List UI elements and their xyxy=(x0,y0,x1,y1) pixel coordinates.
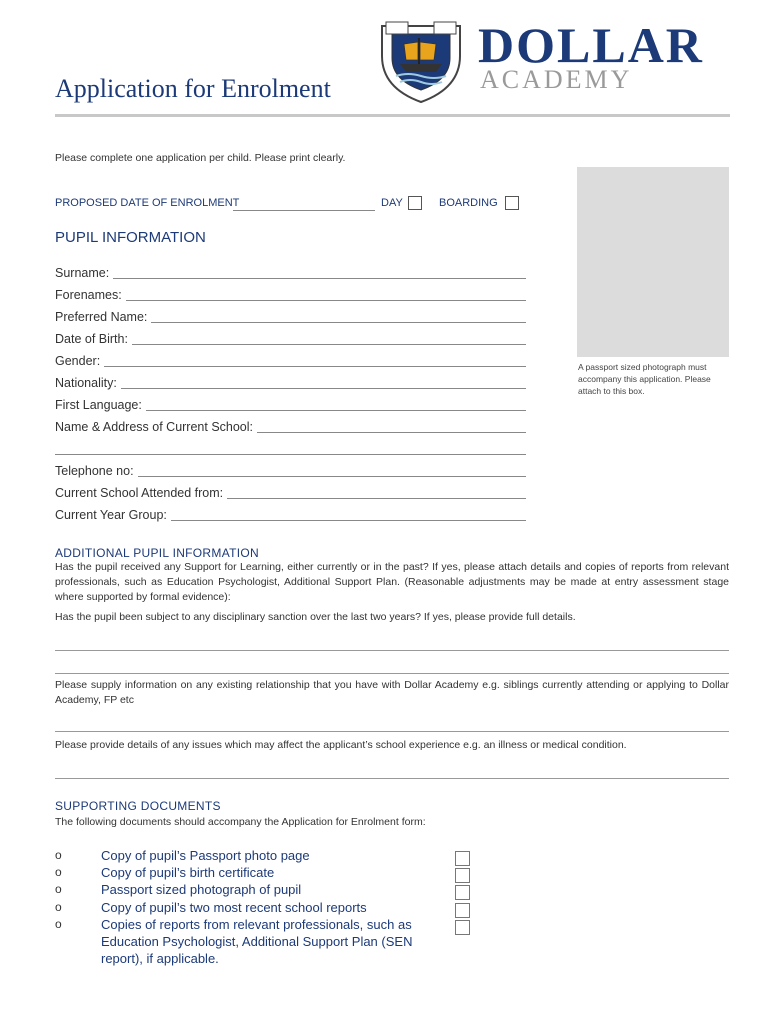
pupil-field-line[interactable] xyxy=(55,388,526,389)
disciplinary-question: Has the pupil been subject to any disciplinary sanction over the last two years? If yes, please provide full details. xyxy=(55,611,576,623)
photo-note: A passport sized photograph must accompany this application. Please attach to this box. xyxy=(578,362,711,396)
document-checkbox[interactable] xyxy=(455,920,470,935)
medical-answer-line[interactable] xyxy=(55,778,729,779)
pupil-field-label: Preferred Name: xyxy=(55,310,151,324)
pupil-field-label: Forenames: xyxy=(55,288,126,302)
document-item: Copy of pupil’s Passport photo page xyxy=(101,848,310,863)
boarding-checkbox[interactable] xyxy=(505,196,519,210)
supporting-documents-intro: The following documents should accompany the Application for Enrolment form: xyxy=(55,816,426,828)
document-bullet: o xyxy=(55,848,62,862)
brand-logo-dollar: DOLLAR xyxy=(478,17,704,73)
school-address-line[interactable] xyxy=(55,454,526,455)
page-title: Application for Enrolment xyxy=(55,74,331,103)
pupil-field-line[interactable] xyxy=(55,278,526,279)
proposed-date-field[interactable] xyxy=(233,210,375,211)
additional-info-heading: ADDITIONAL PUPIL INFORMATION xyxy=(55,546,259,560)
document-bullet: o xyxy=(55,900,62,914)
document-item: Copies of reports from relevant professionals, such as Education Psychologist, Additional Support Plan (SEN report), if applicable. xyxy=(101,917,413,966)
relationship-question: Please supply information on any existing relationship that you have with Dollar Academy e.g. siblings currently attending or applying to Dollar Academy, FP etc xyxy=(55,679,729,706)
document-bullet: o xyxy=(55,882,62,896)
document-bullet: o xyxy=(55,865,62,879)
intro-text: Please complete one application per child. Please print clearly. xyxy=(55,152,346,164)
pupil-information-heading: PUPIL INFORMATION xyxy=(55,229,206,246)
disciplinary-answer-line-2[interactable] xyxy=(55,673,729,674)
pupil-field-line[interactable] xyxy=(55,366,526,367)
document-bullet: o xyxy=(55,917,62,931)
document-checkbox[interactable] xyxy=(455,851,470,866)
pupil-field-label: Name & Address of Current School: xyxy=(55,420,257,434)
pupil-field-label: Current School Attended from: xyxy=(55,486,227,500)
pupil-field-label: First Language: xyxy=(55,398,146,412)
document-item: Copy of pupil’s birth certificate xyxy=(101,865,275,880)
passport-photo-box[interactable] xyxy=(577,167,729,357)
day-checkbox[interactable] xyxy=(408,196,422,210)
relationship-answer-line[interactable] xyxy=(55,731,729,732)
medical-question: Please provide details of any issues which may affect the applicant’s school experience e.g. an illness or medical condition. xyxy=(55,739,627,751)
document-item: Passport sized photograph of pupil xyxy=(101,882,302,897)
day-label: DAY xyxy=(381,197,403,209)
document-checkbox[interactable] xyxy=(455,885,470,900)
disciplinary-answer-line-1[interactable] xyxy=(55,650,729,651)
supporting-documents-heading: SUPPORTING DOCUMENTS xyxy=(55,799,221,813)
document-item: Copy of pupil’s two most recent school reports xyxy=(101,900,367,915)
school-crest-icon xyxy=(374,16,468,104)
document-checkbox[interactable] xyxy=(455,903,470,918)
document-checkbox[interactable] xyxy=(455,868,470,883)
pupil-field-label: Gender: xyxy=(55,354,104,368)
pupil-field-label: Surname: xyxy=(55,266,113,280)
proposed-date-label: PROPOSED DATE OF ENROLMENT xyxy=(55,197,240,209)
pupil-field-label: Nationality: xyxy=(55,376,121,390)
boarding-label: BOARDING xyxy=(439,197,498,209)
support-question: Has the pupil received any Support for Learning, either currently or in the past? If yes, please attach details and copies of reports from relevant professionals, such as Education Psychologist, Additional Support Plan. (Reasonable adjustments may be made at entry assessment stage where supported by formal evidence): xyxy=(55,561,729,603)
brand-logo-academy: ACADEMY xyxy=(480,65,633,94)
header-divider xyxy=(55,114,730,117)
pupil-field-label: Date of Birth: xyxy=(55,332,132,346)
pupil-field-label: Telephone no: xyxy=(55,464,138,478)
pupil-field-label: Current Year Group: xyxy=(55,508,171,522)
